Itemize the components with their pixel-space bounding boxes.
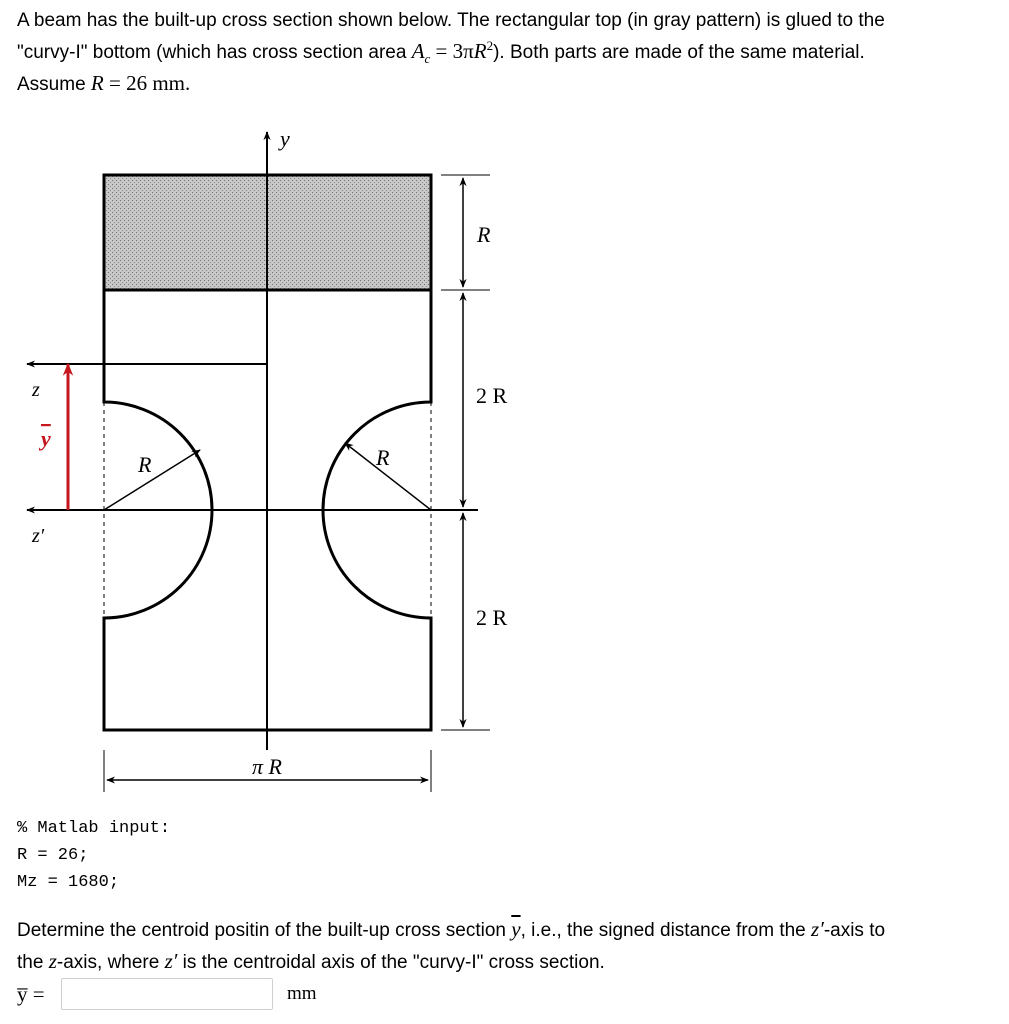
dim-mid-label: 2 R <box>476 383 508 408</box>
code-line-3: Mz = 1680; <box>17 873 120 892</box>
z-prime-axis-label: z′ <box>32 525 45 547</box>
dim-width-label: π R <box>252 754 282 779</box>
right-radius-label: R <box>376 445 390 470</box>
y-axis-label: y <box>280 126 290 151</box>
code-line-1: % Matlab input: <box>17 819 171 838</box>
question-line-2-mid: -axis, where <box>56 952 165 973</box>
dim-bottom-label: 2 R <box>476 605 508 630</box>
code-line-2: R = 26; <box>17 846 89 865</box>
question-line-2-end: is the centroidal axis of the "curvy-I" cross section. <box>177 952 605 973</box>
area-exponent: 2 <box>486 38 494 53</box>
problem-statement <box>17 6 992 100</box>
problem-line-2-text: "curvy-I" bottom (which has cross section area <box>17 42 412 63</box>
question-z: z <box>48 949 57 973</box>
question-line-1-text: Determine the centroid positin of the built-up cross section <box>17 920 512 941</box>
assume-formula <box>91 71 190 95</box>
area-formula <box>411 38 494 67</box>
left-radius-arrow <box>104 450 200 510</box>
question-zprime: z′ <box>811 917 824 941</box>
matlab-input-block <box>17 815 170 896</box>
question-line-2 <box>17 946 992 978</box>
area-symbol: A <box>411 39 425 63</box>
problem-line-2 <box>17 36 992 68</box>
left-radius-label: R <box>138 452 152 477</box>
answer-unit: mm <box>287 983 317 1004</box>
problem-line-3 <box>17 68 992 100</box>
question-line-1-mid: , i.e., the signed distance from the <box>520 920 812 941</box>
answer-row <box>17 976 317 1012</box>
question-text <box>17 914 992 978</box>
area-R: R <box>473 39 487 63</box>
assume-R: R <box>90 71 104 95</box>
problem-line-1: A beam has the built-up cross section shown below. The rectangular top (in gray pattern) is glued to the <box>17 10 885 31</box>
cross-section-diagram <box>0 110 1009 800</box>
answer-label: y̅ = <box>17 981 45 1006</box>
assume-text: Assume <box>17 74 91 95</box>
question-ybar: $\overline{y}$ <box>511 917 521 941</box>
z-axis-label: z <box>32 379 40 401</box>
question-line-1 <box>17 914 992 946</box>
area-subscript: c <box>424 51 431 67</box>
question-line-1-end: -axis to <box>823 920 886 941</box>
ybar-answer-input[interactable] <box>61 978 273 1010</box>
question-zprime-2: z′ <box>164 949 178 973</box>
problem-line-2-end: ). Both parts are made of the same material. <box>493 42 865 63</box>
dim-top-label: R <box>477 222 491 247</box>
question-line-2-text: the <box>17 952 49 973</box>
ybar-label: y <box>41 426 51 451</box>
area-equals: = 3π <box>430 39 474 63</box>
assume-value: = 26 mm. <box>103 71 191 95</box>
